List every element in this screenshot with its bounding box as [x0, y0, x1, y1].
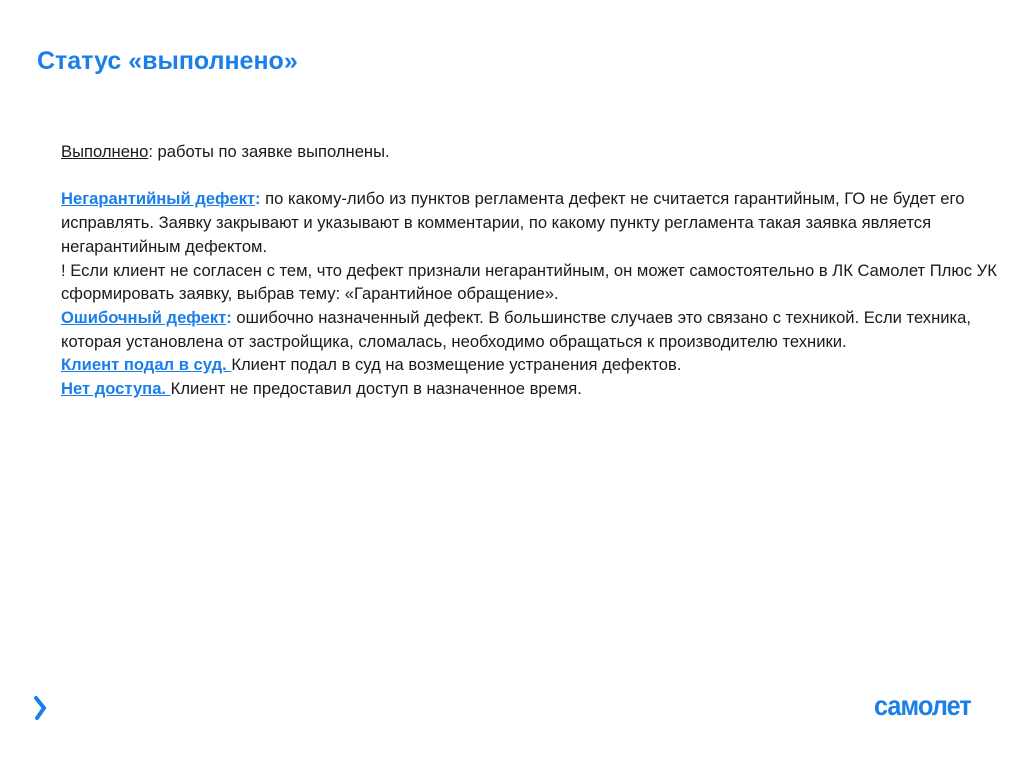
status-description	[61, 140, 1009, 401]
term-done: Выполнено	[61, 142, 149, 161]
page-title: Статус «выполнено»	[37, 47, 298, 75]
item-court	[61, 353, 1009, 377]
separator: :	[226, 307, 232, 327]
definition: ошибочно назначенный дефект. В большинстве случаев это связано с техникой. Если техника, которая установлена от застройщика, сломалась, необходимо обращаться к производителю техники.	[61, 307, 972, 351]
definition: Клиент не предоставил доступ в назначенное время.	[170, 379, 582, 399]
item-erroneous	[61, 306, 1009, 353]
item-done	[61, 140, 1009, 164]
term-court[interactable]: Клиент подал в суд.	[61, 355, 232, 375]
definition: по какому-либо из пунктов регламента дефект не считается гарантийным, ГО не будет его исправлять. Заявку закрывают и указывают в комментарии, по какому пункту регламента такая заявка является негарантийным дефектом.	[61, 189, 965, 256]
separator: :	[255, 189, 261, 209]
chevron-right-icon[interactable]	[33, 696, 47, 720]
term-erroneous[interactable]: Ошибочный дефект	[61, 307, 227, 327]
term-no-access[interactable]: Нет доступа.	[61, 379, 171, 399]
definition: работы по заявке выполнены.	[152, 142, 390, 161]
term-non-warranty[interactable]: Негарантийный дефект	[61, 189, 255, 209]
item-non-warranty	[61, 187, 1009, 258]
separator: :	[148, 142, 153, 161]
definition: Клиент подал в суд на возмещение устранения дефектов.	[231, 355, 682, 375]
samolet-logo: самолет	[874, 690, 971, 721]
note: ! Если клиент не согласен с тем, что дефект признали негарантийным, он может самостоятельно в ЛК Самолет Плюс УК сформировать заявку, выбрав тему: «Гарантийное обращение».	[61, 260, 997, 304]
item-no-access	[61, 377, 1009, 401]
